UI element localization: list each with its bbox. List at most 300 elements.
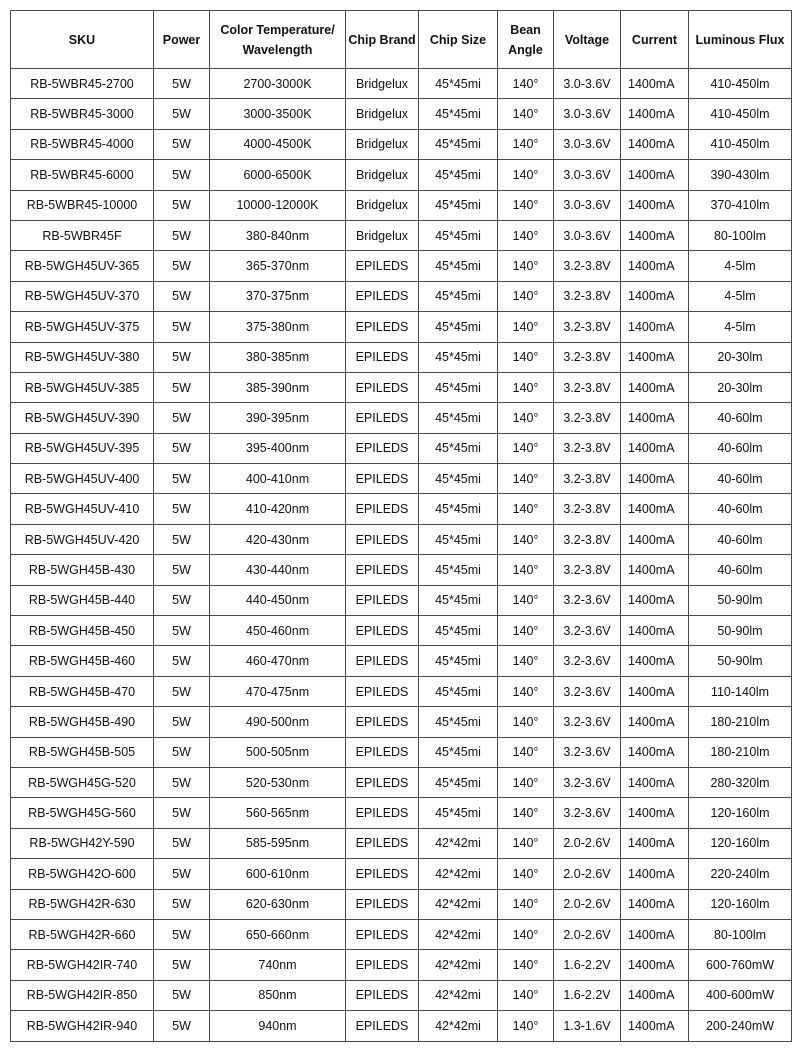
- cell-chip-size: 45*45mi: [419, 707, 498, 737]
- cell-sku: RB-5WGH42IR-740: [11, 950, 154, 980]
- cell-voltage: 3.2-3.6V: [554, 676, 621, 706]
- cell-beam-angle: 140°: [498, 798, 554, 828]
- cell-beam-angle: 140°: [498, 859, 554, 889]
- cell-current: 1400mA: [621, 676, 689, 706]
- column-header-beam-angle: Bean Angle: [498, 11, 554, 69]
- cell-chip-size: 45*45mi: [419, 524, 498, 554]
- cell-sku: RB-5WGH45UV-390: [11, 403, 154, 433]
- cell-sku: RB-5WGH42IR-940: [11, 1011, 154, 1041]
- cell-chip-size: 45*45mi: [419, 464, 498, 494]
- cell-wavelength: 410-420nm: [210, 494, 346, 524]
- cell-voltage: 3.2-3.8V: [554, 403, 621, 433]
- cell-wavelength: 4000-4500K: [210, 129, 346, 159]
- cell-power: 5W: [154, 737, 210, 767]
- cell-beam-angle: 140°: [498, 433, 554, 463]
- cell-voltage: 3.2-3.8V: [554, 251, 621, 281]
- cell-beam-angle: 140°: [498, 524, 554, 554]
- cell-beam-angle: 140°: [498, 676, 554, 706]
- table-row: [11, 798, 792, 828]
- cell-current: 1400mA: [621, 281, 689, 311]
- cell-power: 5W: [154, 919, 210, 949]
- cell-chip-brand: EPILEDS: [346, 372, 419, 402]
- cell-power: 5W: [154, 372, 210, 402]
- table-row: [11, 859, 792, 889]
- cell-chip-brand: EPILEDS: [346, 919, 419, 949]
- cell-chip-brand: Bridgelux: [346, 160, 419, 190]
- cell-current: 1400mA: [621, 342, 689, 372]
- cell-current: 1400mA: [621, 828, 689, 858]
- cell-power: 5W: [154, 220, 210, 250]
- cell-sku: RB-5WGH45B-460: [11, 646, 154, 676]
- cell-wavelength: 585-595nm: [210, 828, 346, 858]
- cell-power: 5W: [154, 889, 210, 919]
- cell-power: 5W: [154, 616, 210, 646]
- cell-chip-size: 45*45mi: [419, 433, 498, 463]
- cell-sku: RB-5WGH45B-430: [11, 555, 154, 585]
- cell-chip-size: 45*45mi: [419, 403, 498, 433]
- cell-sku: RB-5WGH45B-440: [11, 585, 154, 615]
- cell-wavelength: 470-475nm: [210, 676, 346, 706]
- cell-chip-size: 45*45mi: [419, 798, 498, 828]
- cell-voltage: 3.0-3.6V: [554, 160, 621, 190]
- cell-chip-brand: EPILEDS: [346, 403, 419, 433]
- cell-sku: RB-5WBR45-6000: [11, 160, 154, 190]
- table-row: [11, 555, 792, 585]
- cell-power: 5W: [154, 828, 210, 858]
- cell-current: 1400mA: [621, 889, 689, 919]
- column-header-voltage: Voltage: [554, 11, 621, 69]
- cell-current: 1400mA: [621, 798, 689, 828]
- cell-luminous-flux: 180-210lm: [689, 707, 792, 737]
- cell-luminous-flux: 390-430lm: [689, 160, 792, 190]
- cell-chip-brand: EPILEDS: [346, 494, 419, 524]
- cell-chip-brand: EPILEDS: [346, 889, 419, 919]
- table-row: [11, 767, 792, 797]
- cell-current: 1400mA: [621, 555, 689, 585]
- cell-chip-brand: EPILEDS: [346, 859, 419, 889]
- cell-chip-brand: EPILEDS: [346, 616, 419, 646]
- cell-wavelength: 500-505nm: [210, 737, 346, 767]
- header-row: [11, 11, 792, 69]
- cell-power: 5W: [154, 433, 210, 463]
- cell-power: 5W: [154, 403, 210, 433]
- cell-chip-size: 45*45mi: [419, 251, 498, 281]
- cell-chip-size: 45*45mi: [419, 342, 498, 372]
- cell-wavelength: 385-390nm: [210, 372, 346, 402]
- cell-chip-brand: EPILEDS: [346, 676, 419, 706]
- cell-luminous-flux: 120-160lm: [689, 889, 792, 919]
- cell-power: 5W: [154, 312, 210, 342]
- cell-luminous-flux: 110-140lm: [689, 676, 792, 706]
- cell-luminous-flux: 80-100lm: [689, 919, 792, 949]
- cell-luminous-flux: 400-600mW: [689, 980, 792, 1010]
- cell-luminous-flux: 280-320lm: [689, 767, 792, 797]
- cell-voltage: 3.0-3.6V: [554, 129, 621, 159]
- cell-current: 1400mA: [621, 312, 689, 342]
- cell-beam-angle: 140°: [498, 99, 554, 129]
- cell-beam-angle: 140°: [498, 555, 554, 585]
- cell-voltage: 3.2-3.6V: [554, 616, 621, 646]
- cell-power: 5W: [154, 1011, 210, 1041]
- cell-chip-brand: EPILEDS: [346, 828, 419, 858]
- cell-voltage: 3.2-3.8V: [554, 433, 621, 463]
- cell-chip-size: 45*45mi: [419, 220, 498, 250]
- cell-power: 5W: [154, 129, 210, 159]
- cell-current: 1400mA: [621, 919, 689, 949]
- cell-beam-angle: 140°: [498, 464, 554, 494]
- cell-current: 1400mA: [621, 859, 689, 889]
- cell-current: 1400mA: [621, 99, 689, 129]
- cell-voltage: 3.2-3.8V: [554, 494, 621, 524]
- cell-voltage: 3.2-3.8V: [554, 464, 621, 494]
- cell-power: 5W: [154, 524, 210, 554]
- cell-luminous-flux: 410-450lm: [689, 69, 792, 99]
- cell-chip-brand: EPILEDS: [346, 950, 419, 980]
- cell-beam-angle: 140°: [498, 220, 554, 250]
- table-row: [11, 980, 792, 1010]
- cell-chip-brand: EPILEDS: [346, 585, 419, 615]
- cell-beam-angle: 140°: [498, 919, 554, 949]
- cell-chip-size: 45*45mi: [419, 69, 498, 99]
- cell-wavelength: 390-395nm: [210, 403, 346, 433]
- column-header-luminous-flux: Luminous Flux: [689, 11, 792, 69]
- cell-beam-angle: 140°: [498, 950, 554, 980]
- cell-chip-size: 42*42mi: [419, 950, 498, 980]
- cell-sku: RB-5WGH45UV-385: [11, 372, 154, 402]
- table-row: [11, 251, 792, 281]
- cell-power: 5W: [154, 494, 210, 524]
- cell-voltage: 3.2-3.8V: [554, 312, 621, 342]
- table-row: [11, 464, 792, 494]
- cell-luminous-flux: 40-60lm: [689, 464, 792, 494]
- cell-power: 5W: [154, 980, 210, 1010]
- table-row: [11, 828, 792, 858]
- cell-chip-brand: Bridgelux: [346, 220, 419, 250]
- cell-chip-size: 45*45mi: [419, 281, 498, 311]
- cell-sku: RB-5WGH45UV-395: [11, 433, 154, 463]
- cell-sku: RB-5WGH45UV-365: [11, 251, 154, 281]
- cell-beam-angle: 140°: [498, 616, 554, 646]
- cell-wavelength: 940nm: [210, 1011, 346, 1041]
- cell-voltage: 1.6-2.2V: [554, 950, 621, 980]
- cell-sku: RB-5WGH45UV-420: [11, 524, 154, 554]
- cell-current: 1400mA: [621, 767, 689, 797]
- cell-power: 5W: [154, 160, 210, 190]
- cell-wavelength: 560-565nm: [210, 798, 346, 828]
- cell-power: 5W: [154, 859, 210, 889]
- cell-beam-angle: 140°: [498, 190, 554, 220]
- cell-luminous-flux: 120-160lm: [689, 828, 792, 858]
- led-spec-table: [10, 10, 792, 1042]
- cell-chip-brand: EPILEDS: [346, 281, 419, 311]
- cell-wavelength: 375-380nm: [210, 312, 346, 342]
- cell-wavelength: 380-385nm: [210, 342, 346, 372]
- cell-current: 1400mA: [621, 494, 689, 524]
- cell-wavelength: 490-500nm: [210, 707, 346, 737]
- cell-voltage: 3.2-3.6V: [554, 737, 621, 767]
- cell-voltage: 3.0-3.6V: [554, 99, 621, 129]
- cell-voltage: 2.0-2.6V: [554, 859, 621, 889]
- cell-beam-angle: 140°: [498, 707, 554, 737]
- cell-beam-angle: 140°: [498, 828, 554, 858]
- cell-current: 1400mA: [621, 372, 689, 402]
- cell-sku: RB-5WGH45G-560: [11, 798, 154, 828]
- cell-current: 1400mA: [621, 220, 689, 250]
- cell-chip-size: 42*42mi: [419, 1011, 498, 1041]
- cell-luminous-flux: 20-30lm: [689, 372, 792, 402]
- cell-chip-size: 42*42mi: [419, 859, 498, 889]
- table-row: [11, 494, 792, 524]
- cell-beam-angle: 140°: [498, 372, 554, 402]
- cell-voltage: 3.2-3.8V: [554, 555, 621, 585]
- cell-power: 5W: [154, 707, 210, 737]
- cell-luminous-flux: 4-5lm: [689, 312, 792, 342]
- cell-chip-size: 45*45mi: [419, 616, 498, 646]
- cell-power: 5W: [154, 99, 210, 129]
- cell-wavelength: 395-400nm: [210, 433, 346, 463]
- cell-current: 1400mA: [621, 464, 689, 494]
- cell-voltage: 1.3-1.6V: [554, 1011, 621, 1041]
- cell-beam-angle: 140°: [498, 312, 554, 342]
- table-row: [11, 433, 792, 463]
- cell-sku: RB-5WGH45B-450: [11, 616, 154, 646]
- cell-chip-size: 42*42mi: [419, 980, 498, 1010]
- cell-chip-size: 45*45mi: [419, 737, 498, 767]
- cell-sku: RB-5WBR45-10000: [11, 190, 154, 220]
- cell-beam-angle: 140°: [498, 69, 554, 99]
- cell-chip-brand: EPILEDS: [346, 251, 419, 281]
- table-row: [11, 342, 792, 372]
- table-row: [11, 616, 792, 646]
- cell-sku: RB-5WGH42R-630: [11, 889, 154, 919]
- cell-luminous-flux: 20-30lm: [689, 342, 792, 372]
- cell-chip-size: 45*45mi: [419, 494, 498, 524]
- cell-power: 5W: [154, 190, 210, 220]
- cell-luminous-flux: 4-5lm: [689, 281, 792, 311]
- table-row: [11, 676, 792, 706]
- cell-chip-size: 45*45mi: [419, 555, 498, 585]
- cell-chip-brand: EPILEDS: [346, 707, 419, 737]
- cell-voltage: 2.0-2.6V: [554, 889, 621, 919]
- cell-chip-brand: EPILEDS: [346, 767, 419, 797]
- cell-beam-angle: 140°: [498, 281, 554, 311]
- cell-sku: RB-5WBR45-3000: [11, 99, 154, 129]
- cell-voltage: 3.2-3.6V: [554, 767, 621, 797]
- cell-wavelength: 600-610nm: [210, 859, 346, 889]
- cell-power: 5W: [154, 767, 210, 797]
- cell-luminous-flux: 410-450lm: [689, 129, 792, 159]
- cell-luminous-flux: 40-60lm: [689, 494, 792, 524]
- cell-beam-angle: 140°: [498, 737, 554, 767]
- cell-chip-size: 45*45mi: [419, 99, 498, 129]
- cell-beam-angle: 140°: [498, 251, 554, 281]
- table-row: [11, 69, 792, 99]
- cell-chip-brand: EPILEDS: [346, 464, 419, 494]
- cell-wavelength: 440-450nm: [210, 585, 346, 615]
- cell-sku: RB-5WGH45UV-380: [11, 342, 154, 372]
- table-row: [11, 737, 792, 767]
- cell-wavelength: 650-660nm: [210, 919, 346, 949]
- cell-voltage: 3.2-3.8V: [554, 342, 621, 372]
- table-body: [11, 69, 792, 1042]
- column-header-chip-brand: Chip Brand: [346, 11, 419, 69]
- cell-beam-angle: 140°: [498, 160, 554, 190]
- table-row: [11, 585, 792, 615]
- cell-chip-brand: EPILEDS: [346, 312, 419, 342]
- table-row: [11, 312, 792, 342]
- cell-voltage: 2.0-2.6V: [554, 919, 621, 949]
- table-row: [11, 950, 792, 980]
- cell-current: 1400mA: [621, 1011, 689, 1041]
- cell-power: 5W: [154, 464, 210, 494]
- cell-current: 1400mA: [621, 585, 689, 615]
- cell-power: 5W: [154, 69, 210, 99]
- cell-chip-brand: EPILEDS: [346, 737, 419, 767]
- column-header-power: Power: [154, 11, 210, 69]
- cell-luminous-flux: 410-450lm: [689, 99, 792, 129]
- cell-beam-angle: 140°: [498, 646, 554, 676]
- cell-wavelength: 10000-12000K: [210, 190, 346, 220]
- cell-wavelength: 2700-3000K: [210, 69, 346, 99]
- cell-voltage: 3.2-3.8V: [554, 372, 621, 402]
- table-row: [11, 646, 792, 676]
- cell-wavelength: 3000-3500K: [210, 99, 346, 129]
- cell-sku: RB-5WGH42Y-590: [11, 828, 154, 858]
- cell-voltage: 3.2-3.6V: [554, 646, 621, 676]
- table-row: [11, 281, 792, 311]
- cell-wavelength: 450-460nm: [210, 616, 346, 646]
- cell-sku: RB-5WGH45G-520: [11, 767, 154, 797]
- table-row: [11, 889, 792, 919]
- cell-chip-brand: EPILEDS: [346, 433, 419, 463]
- cell-luminous-flux: 180-210lm: [689, 737, 792, 767]
- cell-sku: RB-5WGH45UV-400: [11, 464, 154, 494]
- cell-chip-size: 45*45mi: [419, 585, 498, 615]
- cell-chip-size: 45*45mi: [419, 676, 498, 706]
- cell-sku: RB-5WGH45UV-410: [11, 494, 154, 524]
- cell-chip-brand: EPILEDS: [346, 342, 419, 372]
- table-row: [11, 160, 792, 190]
- cell-chip-brand: Bridgelux: [346, 99, 419, 129]
- table-row: [11, 99, 792, 129]
- cell-chip-size: 45*45mi: [419, 646, 498, 676]
- cell-chip-size: 45*45mi: [419, 190, 498, 220]
- cell-power: 5W: [154, 585, 210, 615]
- column-header-current: Current: [621, 11, 689, 69]
- cell-current: 1400mA: [621, 737, 689, 767]
- cell-sku: RB-5WGH42R-660: [11, 919, 154, 949]
- cell-voltage: 3.0-3.6V: [554, 220, 621, 250]
- cell-luminous-flux: 80-100lm: [689, 220, 792, 250]
- cell-wavelength: 420-430nm: [210, 524, 346, 554]
- cell-chip-brand: Bridgelux: [346, 129, 419, 159]
- cell-voltage: 3.2-3.6V: [554, 707, 621, 737]
- cell-sku: RB-5WGH42O-600: [11, 859, 154, 889]
- cell-wavelength: 460-470nm: [210, 646, 346, 676]
- cell-luminous-flux: 40-60lm: [689, 524, 792, 554]
- cell-sku: RB-5WGH42IR-850: [11, 980, 154, 1010]
- cell-sku: RB-5WGH45UV-375: [11, 312, 154, 342]
- column-header-wavelength: Color Temperature/ Wavelength: [210, 11, 346, 69]
- cell-chip-brand: EPILEDS: [346, 524, 419, 554]
- cell-current: 1400mA: [621, 403, 689, 433]
- cell-sku: RB-5WGH45B-470: [11, 676, 154, 706]
- cell-chip-size: 45*45mi: [419, 312, 498, 342]
- cell-chip-size: 45*45mi: [419, 767, 498, 797]
- cell-sku: RB-5WGH45B-505: [11, 737, 154, 767]
- cell-chip-size: 45*45mi: [419, 160, 498, 190]
- cell-voltage: 3.2-3.8V: [554, 281, 621, 311]
- cell-chip-brand: Bridgelux: [346, 190, 419, 220]
- cell-luminous-flux: 220-240lm: [689, 859, 792, 889]
- cell-chip-brand: EPILEDS: [346, 1011, 419, 1041]
- table-row: [11, 220, 792, 250]
- cell-power: 5W: [154, 251, 210, 281]
- cell-current: 1400mA: [621, 707, 689, 737]
- cell-wavelength: 620-630nm: [210, 889, 346, 919]
- cell-wavelength: 740nm: [210, 950, 346, 980]
- cell-beam-angle: 140°: [498, 889, 554, 919]
- cell-sku: RB-5WGH45UV-370: [11, 281, 154, 311]
- column-header-sku: SKU: [11, 11, 154, 69]
- cell-power: 5W: [154, 646, 210, 676]
- cell-wavelength: 365-370nm: [210, 251, 346, 281]
- cell-power: 5W: [154, 798, 210, 828]
- cell-current: 1400mA: [621, 524, 689, 554]
- cell-current: 1400mA: [621, 160, 689, 190]
- table-row: [11, 707, 792, 737]
- cell-luminous-flux: 120-160lm: [689, 798, 792, 828]
- cell-current: 1400mA: [621, 980, 689, 1010]
- cell-beam-angle: 140°: [498, 767, 554, 797]
- cell-sku: RB-5WBR45F: [11, 220, 154, 250]
- cell-chip-brand: EPILEDS: [346, 555, 419, 585]
- cell-current: 1400mA: [621, 646, 689, 676]
- cell-luminous-flux: 50-90lm: [689, 616, 792, 646]
- cell-beam-angle: 140°: [498, 403, 554, 433]
- cell-chip-brand: EPILEDS: [346, 980, 419, 1010]
- cell-wavelength: 380-840nm: [210, 220, 346, 250]
- cell-voltage: 3.2-3.8V: [554, 524, 621, 554]
- table-row: [11, 403, 792, 433]
- cell-luminous-flux: 4-5lm: [689, 251, 792, 281]
- cell-chip-size: 45*45mi: [419, 129, 498, 159]
- cell-voltage: 3.2-3.6V: [554, 585, 621, 615]
- cell-voltage: 1.6-2.2V: [554, 980, 621, 1010]
- cell-wavelength: 6000-6500K: [210, 160, 346, 190]
- cell-beam-angle: 140°: [498, 980, 554, 1010]
- cell-chip-size: 42*42mi: [419, 828, 498, 858]
- cell-beam-angle: 140°: [498, 129, 554, 159]
- cell-wavelength: 520-530nm: [210, 767, 346, 797]
- cell-power: 5W: [154, 281, 210, 311]
- cell-wavelength: 850nm: [210, 980, 346, 1010]
- table-row: [11, 919, 792, 949]
- table-row: [11, 129, 792, 159]
- cell-chip-size: 42*42mi: [419, 889, 498, 919]
- cell-power: 5W: [154, 676, 210, 706]
- cell-chip-brand: EPILEDS: [346, 646, 419, 676]
- cell-luminous-flux: 40-60lm: [689, 555, 792, 585]
- cell-power: 5W: [154, 950, 210, 980]
- cell-current: 1400mA: [621, 433, 689, 463]
- table-row: [11, 190, 792, 220]
- cell-sku: RB-5WGH45B-490: [11, 707, 154, 737]
- cell-wavelength: 430-440nm: [210, 555, 346, 585]
- cell-luminous-flux: 40-60lm: [689, 403, 792, 433]
- cell-beam-angle: 140°: [498, 342, 554, 372]
- cell-voltage: 3.2-3.6V: [554, 798, 621, 828]
